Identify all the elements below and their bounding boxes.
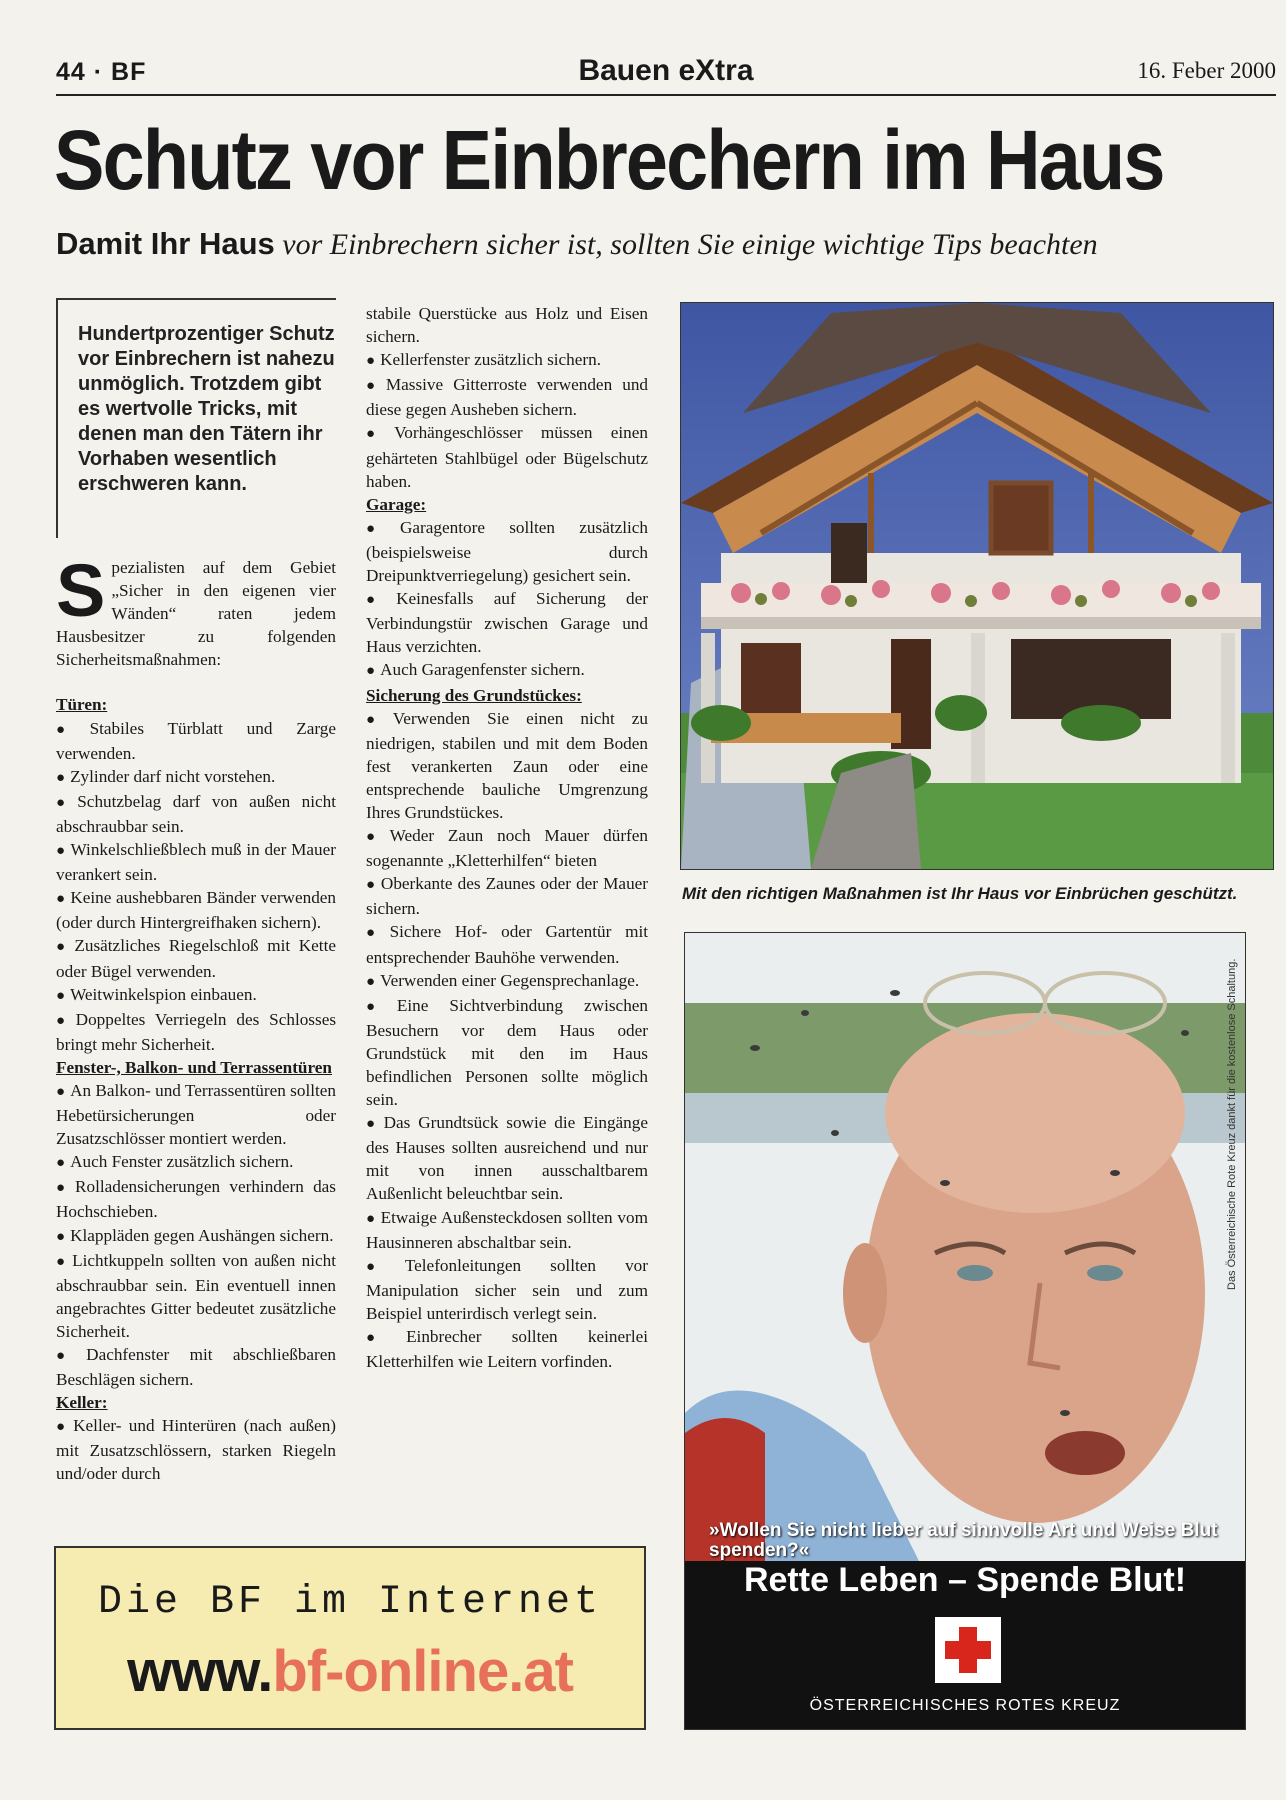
bullet-item: ● Vorhängeschlösser müssen einen gehärteten Stahlbügel oder Bügelschutz haben. [366, 421, 648, 492]
ad-quote: »Wollen Sie nicht lieber auf sinnvolle Art und Weise Blut spenden?« [709, 1520, 1218, 1561]
bullet-item: ● Verwenden Sie einen nicht zu niedrigen, stabilen und mit dem Boden fest verankerten Zaun oder eine entsprechende bauliche Umgrenzung Ihres Grundstückes. [366, 707, 648, 824]
bullet-item: ● Doppeltes Verriegeln des Schlosses bringt mehr Sicherheit. [56, 1008, 336, 1056]
section-heading: Keller: [56, 1393, 108, 1413]
house-photo [680, 302, 1274, 870]
bullet-item: ● Winkelschließblech muß in der Mauer verankert sein. [56, 838, 336, 886]
bullet-item: ● Zylinder darf nicht vorstehen. [56, 765, 336, 790]
bullet-item: ● Klappläden gegen Aushängen sichern. [56, 1224, 336, 1249]
intro-text: Hundertprozentiger Schutz vor Einbrechern ist nahezu unmöglich. Trotzdem gibt es wertvolle Tricks, mit denen man den Tätern ihr Vorhaben wesentlich erschweren kann. [78, 323, 335, 495]
bullet-item: ● Sichere Hof- oder Gartentür mit entsprechender Bauhöhe verwenden. [366, 920, 648, 968]
bullet-item: ● Stabiles Türblatt und Zarge verwenden. [56, 717, 336, 765]
section-heading: Fenster-, Balkon- und Terrassentüren [56, 1057, 332, 1077]
bullet-item: ● Weder Zaun noch Mauer dürfen sogenannte „Kletterhilfen“ bieten [366, 824, 648, 872]
column-1-body [56, 693, 336, 1485]
lead-paragraph [56, 549, 336, 671]
bullet-item: ● Zusätzliches Riegelschloß mit Kette oder Bügel verwenden. [56, 934, 336, 982]
bullet-item: ● Auch Fenster zusätzlich sichern. [56, 1150, 336, 1175]
red-cross-icon [935, 1617, 1001, 1683]
section-title: Bauen eXtra [578, 54, 754, 87]
blood-donation-ad [684, 932, 1246, 1730]
page-header [56, 54, 1276, 96]
spacer [56, 671, 336, 693]
ad-portrait [685, 933, 1245, 1573]
bullet-item: ● Eine Sichtverbindung zwischen Besuchern vor dem Haus oder Grundstück mit den im Haus befindlichen Personen sollte möglich sein. [366, 994, 648, 1111]
column-2-body [366, 302, 648, 1373]
drop-cap: S [56, 549, 106, 632]
bullet-item: ● Schutzbelag darf von außen nicht abschraubbar sein. [56, 790, 336, 838]
house-illustration [681, 303, 1273, 869]
internet-box-title: Die BF im Internet [97, 1580, 603, 1625]
bullet-item: ● Lichtkuppeln sollten von außen nicht abschraubbar sein. Ein eventuell innen angebrachtes Gitter bedeutet zusätzliche Sicherheit. [56, 1249, 336, 1343]
subhead-lead: Damit Ihr Haus [56, 226, 275, 261]
bullet-item: ● Das Grundtsück sowie die Eingänge des Hauses sollten ausreichend und nur mit von innen ausschaltbarem Außenlicht beleuchtbar sein. [366, 1111, 648, 1205]
page-number: 44 · BF [56, 58, 147, 86]
ad-credit: Das Österreichische Rote Kreuz dankt für die kostenlose Schaltung. [1226, 958, 1238, 1290]
bullet-item: ● Verwenden einer Gegensprechanlage. [366, 969, 648, 994]
bullet-item: ● Keller- und Hinterüren (nach außen) mit Zusatzschlössern, starken Riegeln und/oder durch [56, 1414, 336, 1485]
article-column-1 [56, 549, 337, 1486]
ad-slogan: Rette Leben – Spende Blut! [743, 1561, 1187, 1599]
lead-text: pezialisten auf dem Gebiet „Sicher in den eigenen vier Wänden“ raten jedem Hausbesitzer zu folgenden Sicherheitsmaßnahmen: [56, 558, 336, 670]
url-domain: bf-online.at [272, 1639, 573, 1704]
bullet-item: ● Massive Gitterroste verwenden und diese gegen Ausheben sichern. [366, 373, 648, 421]
issue-date: 16. Feber 2000 [1137, 58, 1276, 83]
bullet-item: ● Rolladensicherungen verhindern das Hochschieben. [56, 1175, 336, 1223]
bullet-item: ● Telefonleitungen sollten vor Manipulation sicher sein und zum Beispiel unterirdisch verlegt sein. [366, 1254, 648, 1325]
headline: Schutz vor Einbrechern im Haus [54, 113, 1164, 207]
section-heading: Sicherung des Grundstückes: [366, 685, 582, 705]
photo-caption: Mit den richtigen Maßnahmen ist Ihr Haus vor Einbrüchen geschützt. [682, 884, 1238, 903]
section-heading: Türen: [56, 695, 108, 715]
section-heading: Garage: [366, 494, 427, 514]
paragraph: stabile Querstücke aus Holz und Eisen sichern. [366, 304, 648, 347]
internet-box [54, 1546, 646, 1730]
bullet-item: ● Einbrecher sollten keinerlei Kletterhilfen wie Leitern vorfinden. [366, 1325, 648, 1373]
website-url[interactable] [56, 1638, 644, 1705]
subheadline [56, 226, 1276, 262]
bullet-item: ● Etwaige Außensteckdosen sollten vom Hausinneren abschaltbar sein. [366, 1206, 648, 1254]
bullet-item: ● Kellerfenster zusätzlich sichern. [366, 348, 648, 373]
intro-box [56, 298, 336, 538]
bullet-item: ● Garagentore sollten zusätzlich (beispielsweise durch Dreipunktverriegelung) gesichert sein. [366, 516, 648, 587]
bullet-item: ● Weitwinkelspion einbauen. [56, 983, 336, 1008]
ad-organization: ÖSTERREICHISCHES ROTES KREUZ [809, 1697, 1121, 1714]
bullet-item: ● Keine aushebbaren Bänder verwenden (oder durch Hintergreifhaken sichern). [56, 886, 336, 934]
subhead-rest: vor Einbrechern sicher ist, sollten Sie einige wichtige Tips beachten [274, 228, 1098, 261]
bullet-item: ● Auch Garagenfenster sichern. [366, 658, 648, 683]
bullet-item: ● An Balkon- und Terrassentüren sollten Hebetürsicherungen oder Zusatzschlösser montiert werden. [56, 1079, 336, 1150]
bullet-item: ● Keinesfalls auf Sicherung der Verbindungstür zwischen Garage und Haus verzichten. [366, 587, 648, 658]
ad-banner [685, 1561, 1245, 1729]
url-prefix: www. [127, 1639, 273, 1704]
bullet-item: ● Dachfenster mit abschließbaren Beschlägen sichern. [56, 1343, 336, 1391]
bullet-item: ● Oberkante des Zaunes oder der Mauer sichern. [366, 872, 648, 920]
article-column-2 [366, 302, 648, 1373]
